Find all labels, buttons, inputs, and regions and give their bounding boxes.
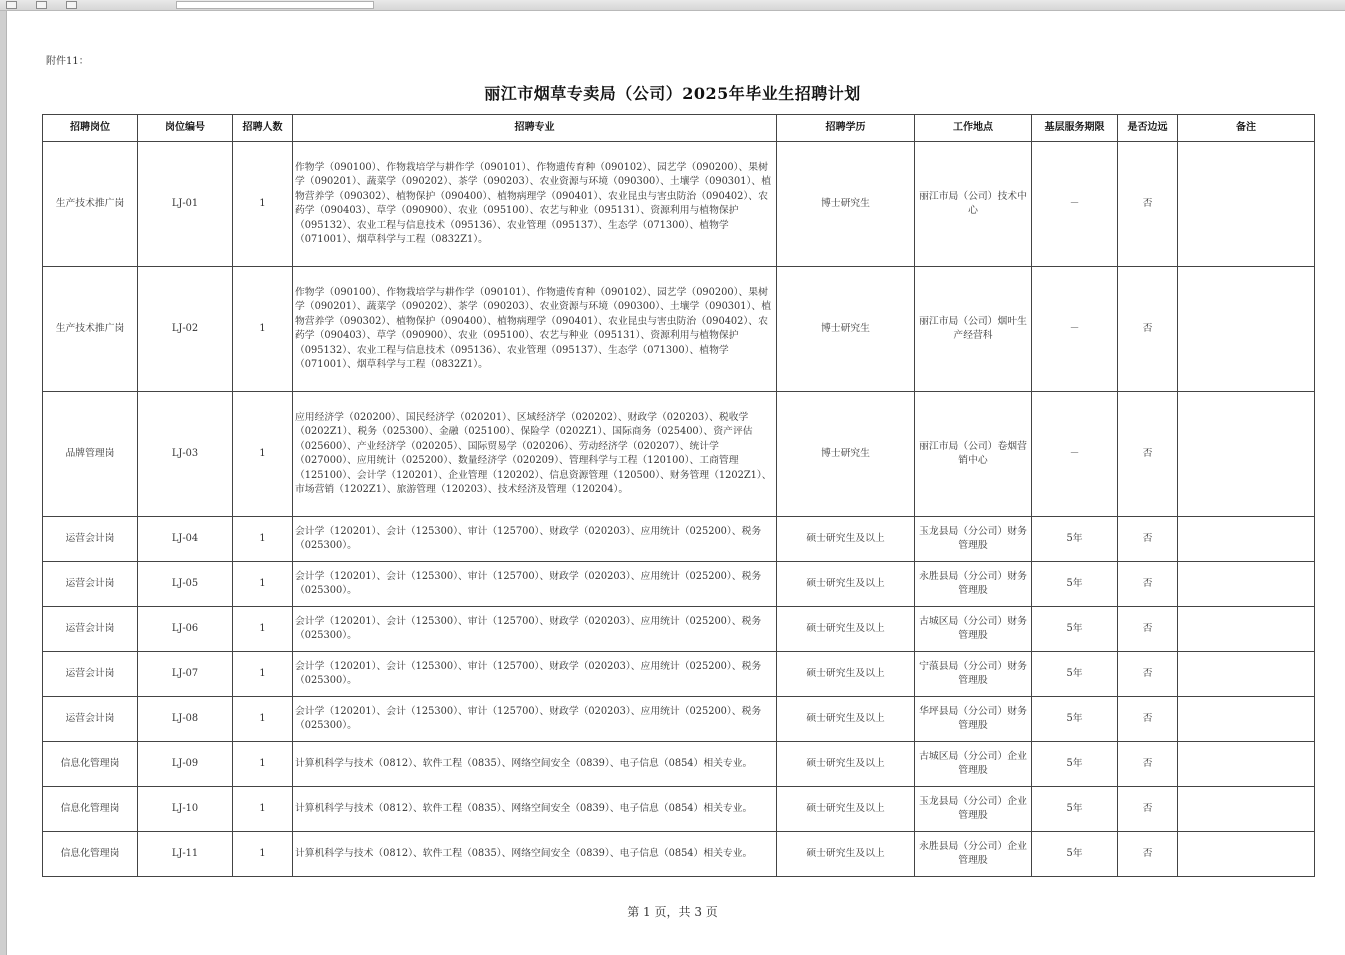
cell-major: 作物学（090100）、作物栽培学与耕作学（090101）、作物遗传育种（090102）、园艺学（090200）、果树学（090201）、蔬菜学（090202）、茶学（090203）、农业资源与环境（090300）、土壤学（090301）、植物营养学（090302）、植物保护（090400）、植物病理学（090401）、农业昆虫与害虫防治（090402）、农药学（090403）、草学（090900）、农业（095100）、农艺与种业（095131）、资源利用与植物保护（095132）、农业工程与信息技术（095136）、农业管理（095137）、生态学（071300）、植物学（071001）、烟草科学与工程（0832Z1）。	[293, 142, 777, 267]
table-row	[43, 517, 1315, 562]
cell-service-term: 5年	[1032, 742, 1118, 787]
cell-education: 硕士研究生及以上	[777, 697, 915, 742]
cell-location: 玉龙县局（分公司）财务管理股	[915, 517, 1032, 562]
cell-major: 会计学（120201）、会计（125300）、审计（125700）、财政学（020203）、应用统计（025200）、税务（025300）。	[293, 517, 777, 562]
cell-note	[1178, 787, 1315, 832]
recruitment-table	[42, 114, 1315, 877]
cell-code: LJ-01	[138, 142, 233, 267]
table-header-row	[43, 115, 1315, 142]
cell-code: LJ-03	[138, 392, 233, 517]
cell-education: 博士研究生	[777, 392, 915, 517]
cell-service-term: 5年	[1032, 787, 1118, 832]
cell-location: 永胜县局（分公司）企业管理股	[915, 832, 1032, 877]
cell-count: 1	[233, 142, 293, 267]
cell-major: 应用经济学（020200）、国民经济学（020201）、区域经济学（020202）、财政学（020203）、税收学（0202Z1）、税务（025300）、金融（025100）、保险学（0202Z1）、国际商务（025400）、资产评估（025600）、产业经济学（020205）、国际贸易学（020206）、劳动经济学（020207）、统计学（027000）、应用统计（025200）、数量经济学（020209）、管理科学与工程（120100）、工商管理（125100）、会计学（120201）、企业管理（120202）、信息资源管理（120500）、财务管理（1202Z1）、市场营销（1202Z1）、旅游管理（120203）、技术经济及管理（120204）。	[293, 392, 777, 517]
cell-service-term: 5年	[1032, 562, 1118, 607]
table-row	[43, 562, 1315, 607]
cell-location: 丽江市局（公司）卷烟营销中心	[915, 392, 1032, 517]
cell-position: 运营会计岗	[43, 697, 138, 742]
toolbar-page-icon[interactable]	[36, 1, 47, 9]
cell-education: 硕士研究生及以上	[777, 517, 915, 562]
cell-service-term: 5年	[1032, 517, 1118, 562]
header-count: 招聘人数	[233, 115, 293, 142]
cell-position: 信息化管理岗	[43, 787, 138, 832]
cell-position: 运营会计岗	[43, 607, 138, 652]
cell-location: 丽江市局（公司）技术中心	[915, 142, 1032, 267]
toolbar-input[interactable]	[176, 1, 374, 9]
cell-position: 信息化管理岗	[43, 832, 138, 877]
cell-remote: 否	[1118, 517, 1178, 562]
cell-major: 计算机科学与技术（0812）、软件工程（0835）、网络空间安全（0839）、电子信息（0854）相关专业。	[293, 742, 777, 787]
cell-note	[1178, 392, 1315, 517]
table-row	[43, 142, 1315, 267]
cell-major: 计算机科学与技术（0812）、软件工程（0835）、网络空间安全（0839）、电子信息（0854）相关专业。	[293, 832, 777, 877]
viewer-toolbar	[0, 0, 1345, 11]
header-service-term: 基层服务期限	[1032, 115, 1118, 142]
table-row	[43, 607, 1315, 652]
cell-count: 1	[233, 517, 293, 562]
cell-remote: 否	[1118, 832, 1178, 877]
cell-remote: 否	[1118, 267, 1178, 392]
cell-count: 1	[233, 392, 293, 517]
cell-service-term: 5年	[1032, 697, 1118, 742]
cell-education: 硕士研究生及以上	[777, 832, 915, 877]
cell-remote: 否	[1118, 607, 1178, 652]
cell-code: LJ-02	[138, 267, 233, 392]
cell-service-term: 5年	[1032, 832, 1118, 877]
cell-location: 华坪县局（分公司）财务管理股	[915, 697, 1032, 742]
cell-remote: 否	[1118, 142, 1178, 267]
cell-remote: 否	[1118, 392, 1178, 517]
cell-position: 信息化管理岗	[43, 742, 138, 787]
table-row	[43, 652, 1315, 697]
cell-major: 作物学（090100）、作物栽培学与耕作学（090101）、作物遗传育种（090102）、园艺学（090200）、果树学（090201）、蔬菜学（090202）、茶学（090203）、农业资源与环境（090300）、土壤学（090301）、植物营养学（090302）、植物保护（090400）、植物病理学（090401）、农业昆虫与害虫防治（090402）、农药学（090403）、草学（090900）、农业（095100）、农艺与种业（095131）、资源利用与植物保护（095132）、农业工程与信息技术（095136）、农业管理（095137）、生态学（071300）、植物学（071001）、烟草科学与工程（0832Z1）。	[293, 267, 777, 392]
cell-major: 会计学（120201）、会计（125300）、审计（125700）、财政学（020203）、应用统计（025200）、税务（025300）。	[293, 607, 777, 652]
cell-service-term: －	[1032, 142, 1118, 267]
header-note: 备注	[1178, 115, 1315, 142]
cell-service-term: －	[1032, 267, 1118, 392]
cell-location: 丽江市局（公司）烟叶生产经营科	[915, 267, 1032, 392]
cell-position: 生产技术推广岗	[43, 267, 138, 392]
cell-major: 计算机科学与技术（0812）、软件工程（0835）、网络空间安全（0839）、电子信息（0854）相关专业。	[293, 787, 777, 832]
cell-count: 1	[233, 832, 293, 877]
cell-remote: 否	[1118, 697, 1178, 742]
cell-code: LJ-08	[138, 697, 233, 742]
table-row	[43, 742, 1315, 787]
table-row	[43, 267, 1315, 392]
table-row	[43, 392, 1315, 517]
attachment-label: 附件11：	[46, 56, 89, 67]
cell-note	[1178, 742, 1315, 787]
cell-position: 运营会计岗	[43, 652, 138, 697]
cell-position: 品牌管理岗	[43, 392, 138, 517]
table-row	[43, 787, 1315, 832]
page-title: 丽江市烟草专卖局（公司）2025年毕业生招聘计划	[484, 84, 861, 103]
cell-remote: 否	[1118, 562, 1178, 607]
cell-education: 博士研究生	[777, 267, 915, 392]
cell-major: 会计学（120201）、会计（125300）、审计（125700）、财政学（020203）、应用统计（025200）、税务（025300）。	[293, 697, 777, 742]
cell-education: 硕士研究生及以上	[777, 787, 915, 832]
cell-code: LJ-05	[138, 562, 233, 607]
cell-service-term: －	[1032, 392, 1118, 517]
cell-note	[1178, 652, 1315, 697]
toolbar-back-icon[interactable]	[6, 1, 17, 9]
cell-count: 1	[233, 787, 293, 832]
header-code: 岗位编号	[138, 115, 233, 142]
cell-count: 1	[233, 697, 293, 742]
cell-note	[1178, 832, 1315, 877]
cell-count: 1	[233, 652, 293, 697]
cell-note	[1178, 607, 1315, 652]
header-location: 工作地点	[915, 115, 1032, 142]
header-major: 招聘专业	[293, 115, 777, 142]
table-row	[43, 697, 1315, 742]
cell-location: 宁蒗县局（分公司）财务管理股	[915, 652, 1032, 697]
cell-service-term: 5年	[1032, 607, 1118, 652]
cell-position: 运营会计岗	[43, 562, 138, 607]
cell-location: 玉龙县局（分公司）企业管理股	[915, 787, 1032, 832]
cell-location: 古城区局（分公司）企业管理股	[915, 742, 1032, 787]
cell-remote: 否	[1118, 787, 1178, 832]
cell-education: 硕士研究生及以上	[777, 742, 915, 787]
cell-major: 会计学（120201）、会计（125300）、审计（125700）、财政学（020203）、应用统计（025200）、税务（025300）。	[293, 562, 777, 607]
cell-education: 硕士研究生及以上	[777, 607, 915, 652]
cell-note	[1178, 697, 1315, 742]
cell-position: 生产技术推广岗	[43, 142, 138, 267]
cell-note	[1178, 562, 1315, 607]
cell-count: 1	[233, 562, 293, 607]
cell-location: 永胜县局（分公司）财务管理股	[915, 562, 1032, 607]
cell-code: LJ-06	[138, 607, 233, 652]
cell-note	[1178, 517, 1315, 562]
cell-note	[1178, 142, 1315, 267]
cell-code: LJ-09	[138, 742, 233, 787]
header-remote: 是否边远	[1118, 115, 1178, 142]
cell-code: LJ-11	[138, 832, 233, 877]
page-counter: 第 1 页，共 3 页	[627, 905, 718, 919]
cell-location: 古城区局（分公司）财务管理股	[915, 607, 1032, 652]
cell-code: LJ-04	[138, 517, 233, 562]
cell-position: 运营会计岗	[43, 517, 138, 562]
header-education: 招聘学历	[777, 115, 915, 142]
cell-code: LJ-10	[138, 787, 233, 832]
cell-major: 会计学（120201）、会计（125300）、审计（125700）、财政学（020203）、应用统计（025200）、税务（025300）。	[293, 652, 777, 697]
header-position: 招聘岗位	[43, 115, 138, 142]
cell-note	[1178, 267, 1315, 392]
cell-code: LJ-07	[138, 652, 233, 697]
cell-service-term: 5年	[1032, 652, 1118, 697]
cell-remote: 否	[1118, 652, 1178, 697]
toolbar-zoom-icon[interactable]	[66, 1, 77, 9]
cell-count: 1	[233, 267, 293, 392]
cell-education: 硕士研究生及以上	[777, 652, 915, 697]
cell-remote: 否	[1118, 742, 1178, 787]
cell-count: 1	[233, 607, 293, 652]
table-row	[43, 832, 1315, 877]
cell-education: 硕士研究生及以上	[777, 562, 915, 607]
cell-education: 博士研究生	[777, 142, 915, 267]
sidebar-gutter	[0, 11, 7, 955]
cell-count: 1	[233, 742, 293, 787]
